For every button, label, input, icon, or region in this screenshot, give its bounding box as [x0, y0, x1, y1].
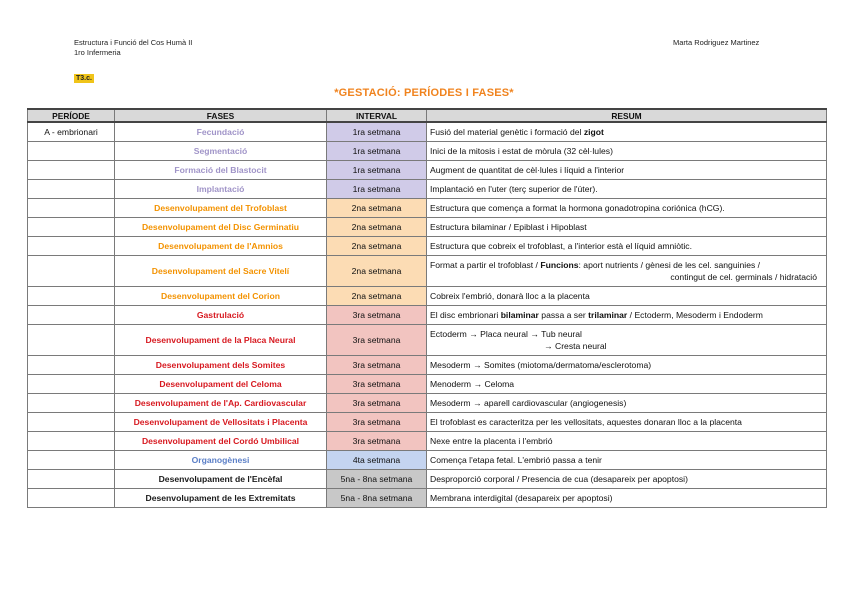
- summary-text-line2: contingut de cel. germinals / hidratació: [670, 271, 817, 282]
- interval-cell: 4ta setmana: [327, 450, 427, 469]
- column-header-period: PERÍODE: [28, 109, 115, 122]
- table-row: [28, 255, 827, 286]
- table-row: [28, 412, 827, 431]
- table-row: [28, 286, 827, 305]
- phase-cell: Desenvolupament de l'Ap. Cardiovascular: [115, 393, 327, 412]
- table-row: [28, 431, 827, 450]
- interval-cell: 3ra setmana: [327, 431, 427, 450]
- table-row: [28, 374, 827, 393]
- period-cell: [28, 393, 115, 412]
- summary-text: Fusió del material genètic i formació del: [430, 126, 584, 137]
- summary-cell: Membrana interdigital (desapareix per apoptosi): [427, 488, 827, 507]
- period-cell: [28, 286, 115, 305]
- interval-cell: 3ra setmana: [327, 374, 427, 393]
- phase-cell: Fecundació: [115, 122, 327, 141]
- table-row: [28, 198, 827, 217]
- table-row: [28, 179, 827, 198]
- summary-cell: Estructura bilaminar / Epiblast i Hipoblast: [427, 217, 827, 236]
- interval-cell: 3ra setmana: [327, 305, 427, 324]
- phase-cell: Desenvolupament del Cordó Umbilical: [115, 431, 327, 450]
- table-row: [28, 355, 827, 374]
- summary-bold: Funcions: [540, 259, 579, 270]
- summary-bold: zigot: [583, 126, 604, 137]
- table-row: [28, 488, 827, 507]
- period-cell: [28, 217, 115, 236]
- interval-cell: 2na setmana: [327, 198, 427, 217]
- summary-cell: Estructura que comença a format la hormona gonadotropina coriónica (hCG).: [427, 198, 827, 217]
- summary-text: passa a ser: [538, 309, 589, 320]
- summary-text: : aport nutrients / gènesi de les cel. sanguinies /: [578, 259, 761, 270]
- summary-cell: Inici de la mitosis i estat de mòrula (32 cèl·lules): [427, 141, 827, 160]
- page-title: *GESTACIÓ: PERÍODES I FASES*: [334, 87, 514, 99]
- phase-cell: Desenvolupament dels Somites: [115, 355, 327, 374]
- interval-cell: 3ra setmana: [327, 412, 427, 431]
- summary-bold: trilaminar: [588, 309, 628, 320]
- summary-cell: El trofoblast es caracteritza per les vellositats, aquestes donaran lloc a la placenta: [427, 412, 827, 431]
- table-row: [28, 469, 827, 488]
- phase-cell: Desenvolupament de l'Amnios: [115, 236, 327, 255]
- summary-cell: Estructura que cobreix el trofoblast, a l'interior està el líquid amniòtic.: [427, 236, 827, 255]
- summary-cell: [427, 255, 827, 286]
- summary-cell: Mesoderm → aparell cardiovascular (angiogenesis): [427, 393, 827, 412]
- table-header-row: [28, 109, 827, 122]
- phase-cell: Desenvolupament del Disc Germinatiu: [115, 217, 327, 236]
- column-header-phases: FASES: [115, 109, 327, 122]
- interval-cell: 5na - 8na setmana: [327, 469, 427, 488]
- phase-cell: Formació del Blastocit: [115, 160, 327, 179]
- period-cell: [28, 236, 115, 255]
- phase-cell: Desenvolupament del Celoma: [115, 374, 327, 393]
- period-cell: [28, 412, 115, 431]
- period-cell: [28, 141, 115, 160]
- summary-cell: [427, 122, 827, 141]
- author-name: Marta Rodriguez Martinez: [673, 38, 760, 47]
- table-row: [28, 141, 827, 160]
- interval-cell: 1ra setmana: [327, 160, 427, 179]
- document-header-left: [74, 38, 192, 58]
- phase-cell: Desenvolupament de Vellositats i Placenta: [115, 412, 327, 431]
- phase-cell: Desenvolupament de les Extremitats: [115, 488, 327, 507]
- phase-cell: Gastrulació: [115, 305, 327, 324]
- summary-cell: Menoderm → Celoma: [427, 374, 827, 393]
- table-row: [28, 450, 827, 469]
- phase-cell: Desenvolupament del Trofoblast: [115, 198, 327, 217]
- column-header-summary: RESUM: [427, 109, 827, 122]
- program-name: 1ro Infermeria: [74, 48, 121, 57]
- period-cell: [28, 469, 115, 488]
- summary-cell: Comença l'etapa fetal. L'embrió passa a tenir: [427, 450, 827, 469]
- period-cell: [28, 488, 115, 507]
- period-cell: [28, 450, 115, 469]
- period-cell: [28, 179, 115, 198]
- phase-cell: Segmentació: [115, 141, 327, 160]
- period-cell: [28, 355, 115, 374]
- interval-cell: 5na - 8na setmana: [327, 488, 427, 507]
- summary-cell: Cobreix l'embrió, donarà lloc a la placenta: [427, 286, 827, 305]
- table-row: [28, 160, 827, 179]
- summary-text: El disc embrionari: [430, 309, 501, 320]
- summary-cell: Mesoderm → Somites (miotoma/dermatoma/esclerotoma): [427, 355, 827, 374]
- period-cell: [28, 305, 115, 324]
- summary-cell: Implantació en l'uter (terç superior de l'úter).: [427, 179, 827, 198]
- table-row: [28, 236, 827, 255]
- phase-cell: Desenvolupament del Sacre Vitelí: [115, 255, 327, 286]
- interval-cell: 3ra setmana: [327, 355, 427, 374]
- summary-cell: Augment de quantitat de cèl·lules i líquid a l'interior: [427, 160, 827, 179]
- interval-cell: 1ra setmana: [327, 122, 427, 141]
- summary-bold: bilaminar: [500, 309, 539, 320]
- period-cell: [28, 255, 115, 286]
- table-row: [28, 305, 827, 324]
- phase-cell: Implantació: [115, 179, 327, 198]
- interval-cell: 1ra setmana: [327, 141, 427, 160]
- interval-cell: 2na setmana: [327, 286, 427, 305]
- interval-cell: 2na setmana: [327, 236, 427, 255]
- summary-text-line2: → Cresta neural: [544, 340, 607, 351]
- summary-cell: [427, 324, 827, 355]
- table-row: [28, 324, 827, 355]
- interval-cell: 3ra setmana: [327, 324, 427, 355]
- period-cell: [28, 160, 115, 179]
- interval-cell: 2na setmana: [327, 255, 427, 286]
- period-cell: [28, 198, 115, 217]
- interval-cell: 2na setmana: [327, 217, 427, 236]
- period-cell: A - embrionari: [28, 122, 115, 141]
- interval-cell: 3ra setmana: [327, 393, 427, 412]
- summary-cell: Nexe entre la placenta i l'embrió: [427, 431, 827, 450]
- summary-cell: Desproporció corporal / Presencia de cua (desapareix per apoptosi): [427, 469, 827, 488]
- topic-tag: T3.c.: [76, 75, 92, 82]
- period-cell: [28, 431, 115, 450]
- period-cell: [28, 324, 115, 355]
- table-row: [28, 217, 827, 236]
- course-name: Estructura i Funció del Cos Humà II: [74, 38, 193, 47]
- summary-text: / Ectoderm, Mesoderm i Endoderm: [627, 309, 763, 320]
- phase-cell: Desenvolupament del Corion: [115, 286, 327, 305]
- table-row: [28, 393, 827, 412]
- phase-cell: Desenvolupament de la Placa Neural: [115, 324, 327, 355]
- column-header-interval: INTERVAL: [327, 109, 427, 122]
- summary-text: Ectoderm → Placa neural → Tub neural: [430, 328, 582, 339]
- summary-text: Format a partir el trofoblast /: [430, 259, 541, 270]
- interval-cell: 1ra setmana: [327, 179, 427, 198]
- gestation-table: [27, 108, 827, 508]
- phase-cell: Desenvolupament de l'Encèfal: [115, 469, 327, 488]
- summary-cell: [427, 305, 827, 324]
- phase-cell: Organogènesi: [115, 450, 327, 469]
- period-cell: [28, 374, 115, 393]
- table-row: [28, 122, 827, 141]
